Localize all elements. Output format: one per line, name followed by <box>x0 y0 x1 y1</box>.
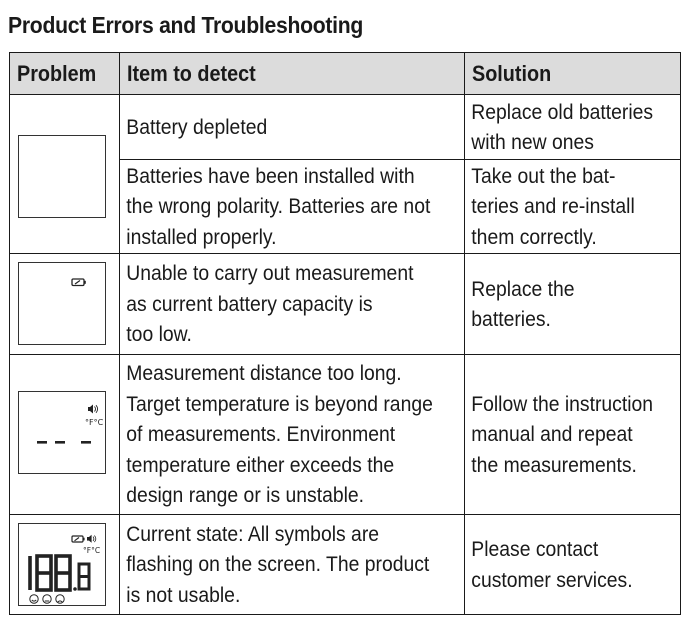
text-line: Unable to carry out measurement <box>126 261 414 286</box>
text-line: of measurements. Environment <box>126 422 396 447</box>
table-row <box>10 95 681 160</box>
smiley-icons <box>30 595 64 603</box>
fahrenheit-celsius-icon: °F°C <box>85 418 104 427</box>
solution-cell <box>465 515 681 615</box>
text-line: design range or is unstable. <box>126 483 365 508</box>
text-line: teries and re-install <box>471 194 635 219</box>
text-line: is not usable. <box>126 582 241 607</box>
text-line: Please contact <box>471 537 599 561</box>
text-line: Take out the bat- <box>471 163 616 188</box>
solution-cell <box>465 254 681 355</box>
solution-cell <box>465 355 681 515</box>
text-line: Replace the <box>471 276 575 301</box>
header-solution: Solution <box>465 53 681 95</box>
page-title: Product Errors and Troubleshooting <box>8 12 364 38</box>
blank-display-icon <box>18 135 106 218</box>
text-line: installed properly. <box>126 224 277 249</box>
text-line: Follow the instruction <box>471 391 654 416</box>
text-line: manual and repeat <box>471 422 633 447</box>
item-cell <box>120 515 465 615</box>
text-line: batteries. <box>471 307 551 331</box>
all-segments-display-icon <box>18 523 106 606</box>
item-cell <box>120 160 465 254</box>
sound-icon <box>87 535 96 543</box>
solution-cell <box>465 95 681 160</box>
text-line: the wrong polarity. Batteries are not <box>126 194 431 219</box>
header-item-to-detect: Item to detect <box>120 53 465 95</box>
battery-icon <box>72 279 86 286</box>
text-line: with new ones <box>471 130 594 154</box>
dashes-display-icon <box>18 391 106 474</box>
low-battery-display-icon <box>18 262 106 345</box>
table-header-row <box>10 53 681 95</box>
text-line: them correctly. <box>471 224 597 249</box>
decimal-point-icon <box>73 587 77 591</box>
table-row <box>10 355 681 515</box>
text-line: Measurement distance too long. <box>126 361 402 386</box>
text-line: as current battery capacity is <box>126 291 373 316</box>
text-line: Target temperature is beyond range <box>126 391 433 416</box>
item-cell <box>120 355 465 515</box>
text-line: Batteries have been installed with <box>126 163 415 188</box>
header-problem: Problem <box>10 53 120 95</box>
problem-cell-low-battery <box>10 254 120 355</box>
problem-cell-all-segments <box>10 515 120 615</box>
text-line: too low. <box>126 322 192 347</box>
text-line: the measurements. <box>471 452 637 477</box>
text-line: customer services. <box>471 567 633 592</box>
battery-icon <box>72 536 85 542</box>
troubleshooting-table <box>9 52 681 615</box>
item-cell <box>120 95 465 160</box>
text-line: Current state: All symbols are <box>126 521 380 546</box>
fahrenheit-celsius-icon: °F°C <box>83 546 101 555</box>
seven-segment-digits-icon <box>30 556 89 590</box>
text-line: Replace old batteries <box>471 99 654 124</box>
table-row <box>10 254 681 355</box>
text-line: temperature either exceeds the <box>126 452 395 477</box>
dash-segments <box>37 441 91 444</box>
problem-cell-blank <box>10 95 120 254</box>
table-row <box>10 515 681 615</box>
text-line: Battery depleted <box>126 114 268 139</box>
sound-icon <box>88 405 98 414</box>
solution-cell <box>465 160 681 254</box>
text-line: flashing on the screen. The product <box>126 552 430 577</box>
problem-cell-dashes <box>10 355 120 515</box>
item-cell <box>120 254 465 355</box>
